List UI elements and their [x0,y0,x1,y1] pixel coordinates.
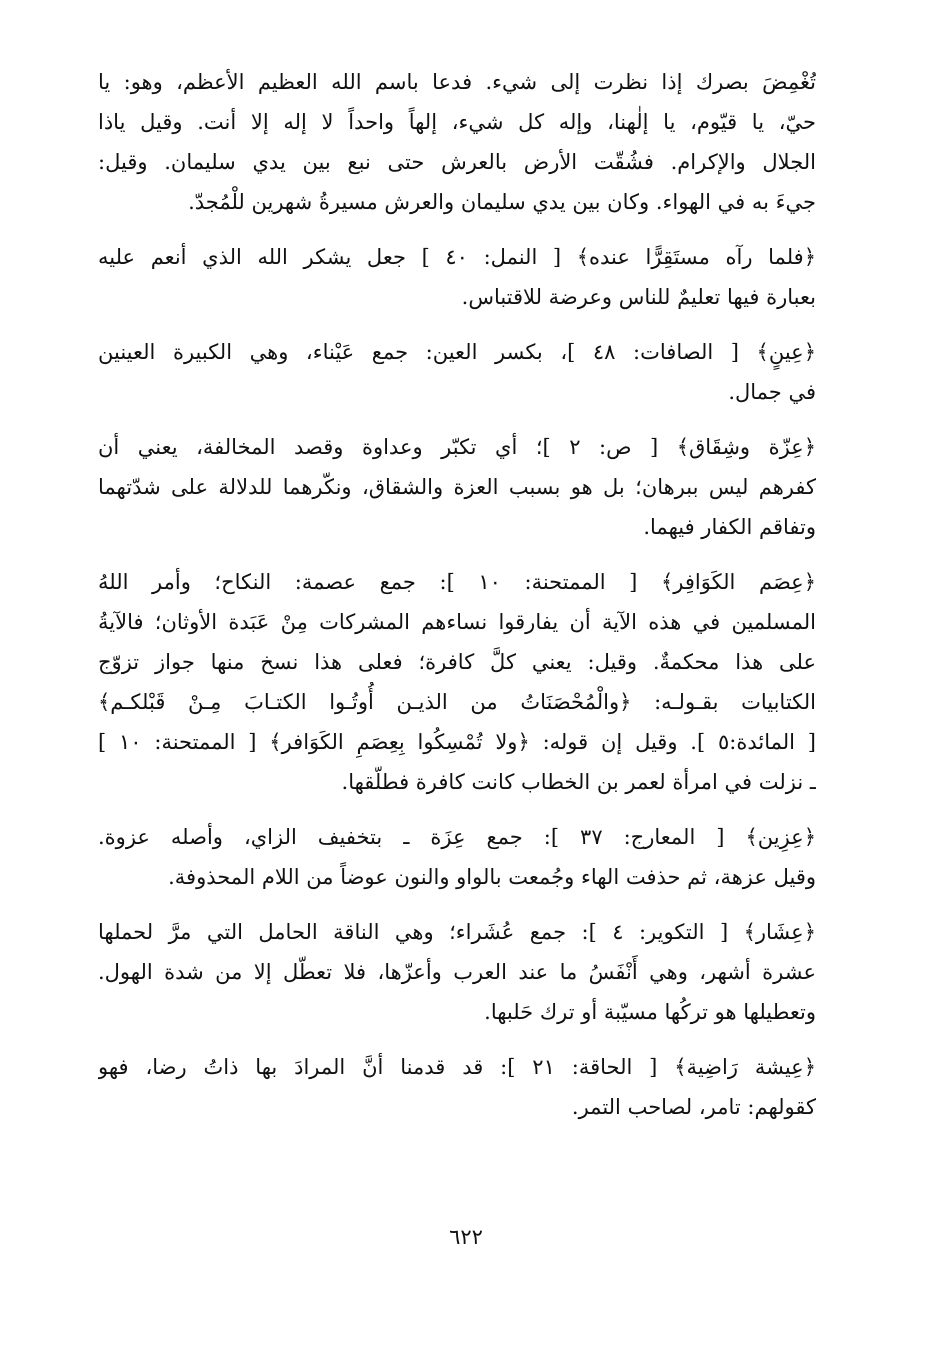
text-line: ـ نزلت في امرأة لعمر بن الخطاب كانت كافرة فطلّقها. [341,770,816,794]
paragraph-1 [98,62,816,222]
text-line: كفرهم ليس ببرهان؛ بل هو بسبب العزة والشقاق، ونكّرهما للدلالة على شدّتهما [98,475,816,499]
text-line: في جمال. [728,380,816,404]
paragraph-7 [98,912,816,1032]
text-line: على هذا محكمةٌ. وقيل: يعني كلَّ كافرة؛ فعلى هذا نسخ منها جواز تزوّج [98,650,816,674]
text-line: عشرة أشهر، وهي أَنْفَسُ ما عند العرب وأعزّها، فلا تعطّل إلا من شدة الهول. [98,960,816,984]
text-line: حيّ، يا قيّوم، يا إلٰهنا، وإله كل شيء، إلهاً واحداً لا إله إلا أنت. وقيل ياذا [98,110,816,134]
paragraph-8 [98,1047,816,1127]
page-number: ٦٢٢ [449,1225,483,1249]
paragraph-6 [98,817,816,897]
text-line: كقولهم: تامر، لصاحب التمر. [571,1095,816,1119]
paragraph-4 [98,427,816,547]
text-line: ﴿عِينٍ﴾ [ الصافات: ٤٨ ]، بكسر العين: جمع عَيْناء، وهي الكبيرة العينين [98,340,816,364]
text-line: ﴿عِزّة وشِقَاق﴾ [ ص: ٢ ]؛ أي تكبّر وعداوة وقصد المخالفة، يعني أن [98,435,816,459]
text-line: المسلمين في هذه الآية أن يفارقوا نساءهم المشركات مِنْ عَبَدة الأوثان؛ فالآيةُ [98,610,816,634]
text-line: ﴿عِصَم الكَوَافِر﴾ [ الممتحنة: ١٠ ]: جمع عصمة: النكاح؛ وأمر اللهُ [98,570,816,594]
paragraph-2 [98,237,816,317]
text-line: ﴿عِشَار﴾ [ التكوير: ٤ ]: جمع عُشَراء؛ وهي الناقة الحامل التي مرَّ لحملها [98,920,816,944]
paragraph-3 [98,332,816,412]
text-line: ﴿عِزِين﴾ [ المعارج: ٣٧ ]: جمع عِزَة ـ بتخفيف الزاي، وأصله عزوة. [98,825,816,849]
text-line: وتعطيلها هو تركُها مسيّبة أو ترك حَلبها. [484,1000,816,1024]
text-line: الجلال والإكرام. فشُقّت الأرض بالعرش حتى نبع بين يدي سليمان. وقيل: [98,150,816,174]
text-line: الكتابيات بقـولـه: ﴿والْمُحْصَنَاتُ من الذيـن أُوتُـوا الكتـابَ مِـنْ قَبْلكـم﴾ [98,690,816,714]
text-line: ﴿عِيشة رَاضِية﴾ [ الحاقة: ٢١ ]: قد قدمنا أنَّ المرادَ بها ذاتُ رضا، فهو [98,1055,816,1079]
page-body [98,62,816,1142]
text-line: جيءَ به في الهواء. وكان بين يدي سليمان والعرش مسيرةُ شهرين للْمُجدّ. [188,190,816,214]
paragraph-5 [98,562,816,802]
text-line: وتفاقم الكفار فيهما. [643,515,816,539]
text-line: وقيل عزهة، ثم حذفت الهاء وجُمعت بالواو والنون عوضاً من اللام المحذوفة. [168,865,816,889]
text-line: [ المائدة:٥ ]. وقيل إن قوله: ﴿ولا تُمْسِكُوا بِعِصَمِ الكَوَافر﴾ [ الممتحنة: ١٠ ] [98,730,816,754]
text-line: ﴿فلما رآه مستَقِرًّا عنده﴾ [ النمل: ٤٠ ] جعل يشكر الله الذي أنعم عليه [98,245,816,269]
text-line: بعبارة فيها تعليمٌ للناس وعرضة للاقتباس. [461,285,816,309]
text-line: تُغْمِضَ بصرك إذا نظرت إلى شيء. فدعا باسم الله العظيم الأعظم، وهو: يا [98,70,816,94]
